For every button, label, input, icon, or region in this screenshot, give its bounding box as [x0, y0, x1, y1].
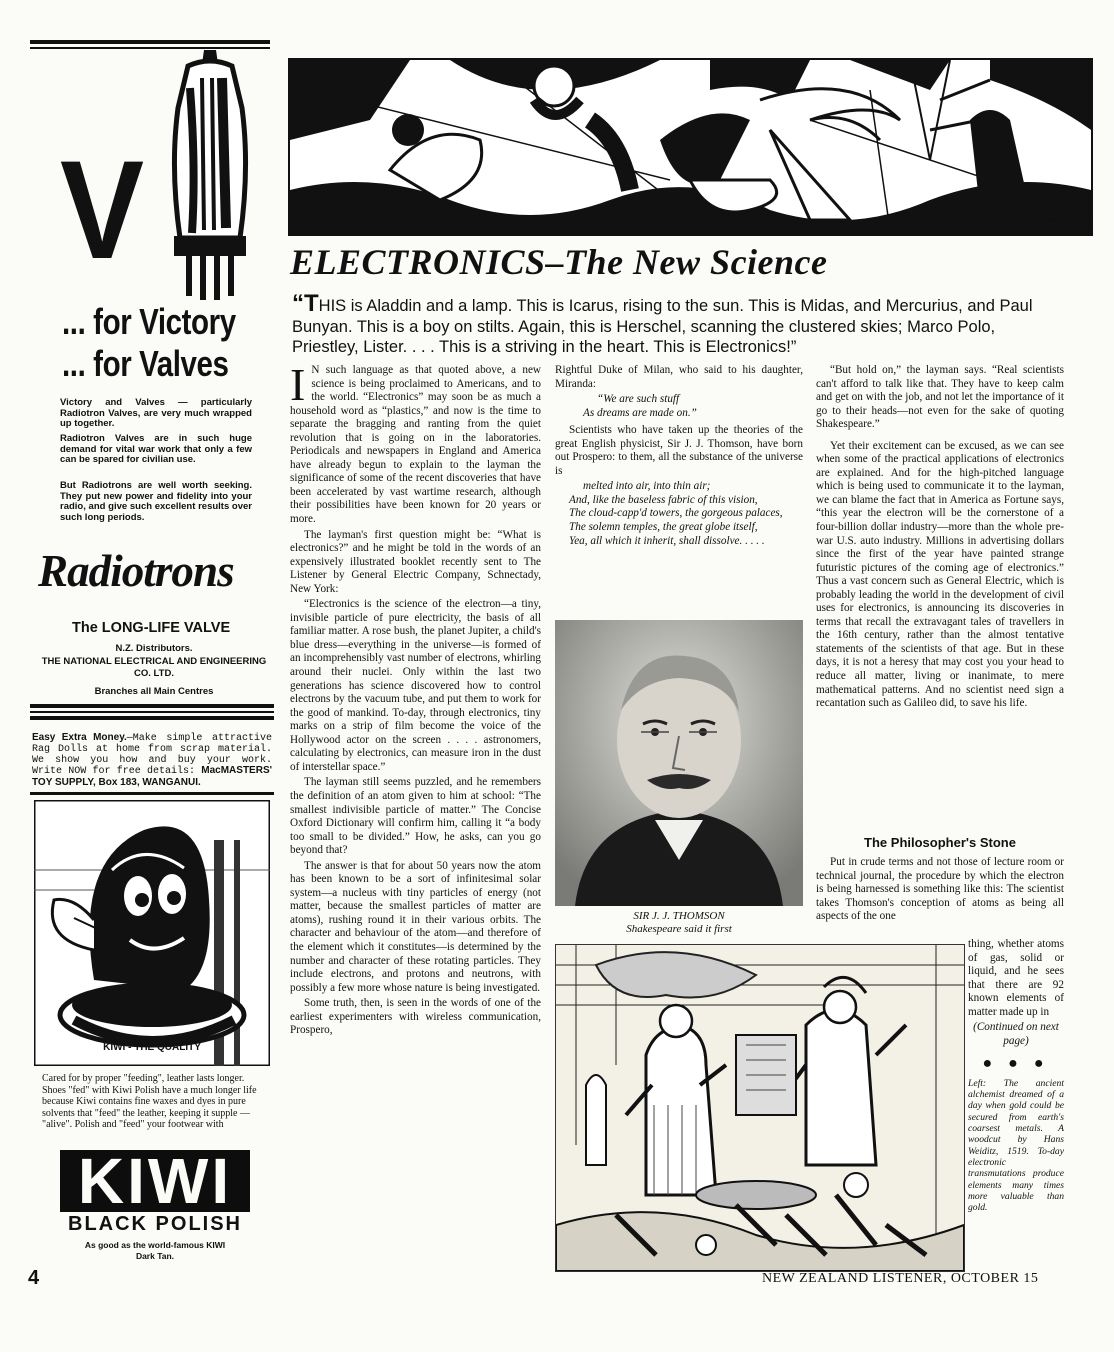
woodcut-caption: Left: The ancient alchemist dreamed of a day when gold could be secured from earth's coarsest metals. A woodcut by Hans Weiditz, 1519. To-day electronic transmutations produce elements many times more valuable than gold.	[968, 1077, 1064, 1214]
divider-rule-3	[30, 792, 274, 795]
divider-rule-2	[30, 716, 274, 720]
thomson-portrait-photo	[555, 620, 803, 906]
col3-paragraph-1: “But hold on,” the layman says. “Real scientists can't afford to talk like that. They have to keep calm and get on with the job, and not let the importance of it go to their heads—not even for the sake of quoting Shakespeare.”	[816, 364, 1064, 431]
kiwi-footer-line1: As good as the world-famous KIWI	[84, 1240, 226, 1250]
easy-money-ad	[32, 733, 272, 790]
kiwi-footer-line2: Dark Tan.	[135, 1251, 175, 1262]
easy-money-lead: Easy Extra Money.	[32, 732, 127, 743]
col2-quote-2: As dreams are made on.”	[583, 406, 697, 419]
long-life-tagline: The LONG-LIFE VALVE	[72, 620, 231, 636]
banner-artwork	[290, 60, 1091, 234]
ad-headline-victory: ... for Victory	[62, 301, 236, 342]
col2-quote-3: melted into air, into thin air;	[583, 480, 711, 493]
col2-quote-1: “We are such stuff	[597, 393, 680, 406]
article-column-3	[816, 364, 1064, 713]
col2-quote-6: The solemn temples, the great globe itself,	[569, 521, 758, 534]
col1-paragraph-6: Some truth, then, is seen in the words of one of the earliest experimenters with wireless communication, Prospero,	[290, 997, 541, 1037]
ad-paragraph-2: Radiotron Valves are in such huge demand for vital war work that only a few can be spared for civilian use.	[60, 433, 252, 466]
col1-paragraph-5: The answer is that for about 50 years now the atom has been known to be a sort of infinitesimal solar system—a nucleus with tiny particles of energy (not matter, because the smallest particles of matter are atoms), rushing round it in their various orbits. The character and behaviour of the atom—and therefore of the element which it constitutes—is determined by the number and character of these rotating particles. They include electrons, and protons and neutrons, with possibly a few more whose nature is being investigated.	[290, 859, 541, 994]
intro-drop-letter: “T	[292, 290, 319, 317]
col2-paragraph-1: Rightful Duke of Milan, who said to his daughter, Miranda:	[555, 364, 803, 390]
col1-paragraph-1: N such language as that quoted above, a new science is being proclaimed to Americans, and to the world. “Electronics” may soon be as much a household word as “plastics,” and now is the time to separate the bragging and ranting from the quiet revolution that is going on in the laboratories. Periodicals and newspapers in England and America have already begun to explain to the layman the significance of some of the recent discoveries that have been accelerated by vast wartime research, although their possibilities have been known for 20 years or more.	[290, 364, 541, 526]
article-column-1	[290, 359, 541, 1040]
article-column-3-narrow	[968, 938, 1064, 1215]
woodcut-artwork	[556, 945, 964, 1271]
big-v-letter: V	[60, 131, 141, 288]
col1-paragraph-4: The layman still seems puzzled, and he remembers the definition of an atom given to him at school: “The smallest indivisible particle of matter.” The Concise Oxford Dictionary will confirm him, calling it “a body too small to be divided.” How, he asks, can you go beyond that?	[290, 776, 541, 857]
article-headline: ELECTRONICS–The New Science	[290, 242, 828, 282]
col3-paragraph-4: thing, whether atoms of gas, solid or liquid, and he sees that there are 92 known elements of matter made up in	[968, 938, 1064, 1018]
col2-paragraph-2: Scientists who have taken up the theories of the great English physicist, Sir J. J. Thomson, have born out Prospero: to them, all the substance of the universe is	[555, 424, 803, 477]
divider-rule-thin	[30, 711, 274, 713]
portrait-artwork	[555, 620, 803, 906]
col3-paragraph-2: Yet their excitement can be excused, as we can see when some of the practical applications of electronics are explained. And for the high-pitched language which is being used to communicate it to the layman, we can blame the fact that in America as Fortune says, “this year the electron will be the cornerstone of a four-billion dollar industry—more than the whole pre-war U.S. auto industry. Millions in advertising dollars since the first of the year have painted strange futuristic pictures of the coming age of electronics.” Thus a vast concern such as General Electric, which is probably leading the world in the development of civil uses for electronics, is announcing its discoveries in terms that recall the extravagant tales of travellers in the 16th century, rather than the almost tentative statements of the scientists of that age. But in these days, it is not a heresy that may cost you your head to reduce all matter, living or inanimate, to mere mathematical patterns. And no scientist need sign a recantation such as Galileo did, to save his life.	[816, 439, 1064, 710]
subheading-philosophers-stone: The Philosopher's Stone	[864, 835, 1016, 850]
alchemist-woodcut-illustration	[555, 944, 965, 1272]
article-intro	[292, 292, 1062, 358]
kiwi-ad-body: Cared for by proper "feeding", leather lasts longer. Shoes "fed" with Kiwi Polish have a much longer life because Kiwi contains fine waxes and dyes in pure solvents that "feed" the leather, keeping it supple — "alive". Polish and "feed" your footwear with	[42, 1073, 257, 1130]
ad-headline-valves: ... for Valves	[62, 343, 229, 384]
section-dots: ● ● ●	[982, 1055, 1050, 1073]
col2-quote-7: Yea, all which it inherit, shall dissolve. . . . .	[569, 534, 765, 547]
art-deco-banner-illustration	[288, 58, 1093, 236]
radiotrons-logo: Radiotrons	[37, 545, 234, 596]
dropcap-i: I	[290, 359, 306, 410]
kiwi-logo: KIWI	[60, 1150, 250, 1212]
kiwi-tin-text: KIWI - THE QUALITY	[103, 1042, 201, 1053]
banner-signature: LANCE DOLTON	[1044, 218, 1091, 224]
article-column-3-continued	[816, 856, 1064, 926]
divider-rule	[30, 704, 274, 708]
distributor-branches: Branches all Main Centres	[94, 686, 214, 697]
article-column-2	[555, 364, 803, 548]
col2-quote-5: The cloud-capp'd towers, the gorgeous palaces,	[569, 507, 783, 520]
kiwi-footer	[40, 1240, 270, 1262]
portrait-caption-name: SIR J. J. THOMSON	[633, 910, 725, 922]
continued-note: (Continued on next page)	[973, 1021, 1059, 1047]
portrait-caption	[555, 910, 803, 936]
easy-money-text: —Make simple attractive Rag Dolls at home from scrap material. We show you how and buy your work. Write NOW for free details:	[32, 733, 272, 778]
distributor-company: THE NATIONAL ELECTRICAL AND ENGINEERING CO. LTD.	[41, 656, 267, 680]
page-footer: NEW ZEALAND LISTENER, OCTOBER 15	[762, 1271, 1039, 1286]
easy-money-company: MacMASTERS' TOY SUPPLY, Box 183, WANGANUI.	[32, 765, 272, 789]
col2-quote-4: And, like the baseless fabric of this vision,	[569, 493, 758, 506]
radio-valve-icon	[160, 48, 260, 303]
col3-paragraph-3: Put in crude terms and not those of lecture room or technical journal, the procedure by which the electron is being harnessed is something like this: The scientist takes Thomson's conception of atoms as being all aspects of the one	[816, 856, 1064, 923]
col1-paragraph-2: The layman's first question might be: “What is electronics?” and he might be told in the words of an expensively illustrated booklet recently sent to The Listener by General Electric Company, Schnectady, New York:	[290, 528, 541, 595]
top-rule	[30, 40, 270, 44]
page-number: 4	[28, 1267, 40, 1289]
kiwi-product-name: BLACK POLISH	[68, 1213, 242, 1235]
intro-text: HIS is Aladdin and a lamp. This is Icarus, rising to the sun. This is Midas, and Mercurius, and Paul Bunyan. This is a boy on stilts. Again, this is Herschel, scanning the clustered skies; Marco Polo, Priestley, Lister. . . . This is a striving in the heart. This is Electronics!”	[292, 297, 1033, 357]
portrait-caption-subtitle: Shakespeare said it first	[626, 923, 732, 936]
kiwi-shoe-mascot-illustration	[34, 800, 270, 1066]
ad-paragraph-1: Victory and Valves — particularly Radiotron Valves, are very much wrapped up together.	[60, 397, 252, 430]
distributor-label: N.Z. Distributors.	[115, 643, 193, 654]
col1-paragraph-3: “Electronics is the science of the electron—a tiny, invisible particle of pure electricity, the basis of all familiar matter. A rose bush, the planet Jupiter, a child's blue dress—everything in the universe—is formed of an incomprehensibly vast number of electrons, whirling around their nuclei. Only within the last two generations has science discovered how to control electrons by the vacuum tube, and put them to work for the good of mankind. To-day, through electronics, tiny marks on a strip of film become the voice of the Hollywood actor on the screen . . . . astronomers, calculating by electronics, can measure iron in the dust of interstellar space.”	[290, 598, 541, 773]
ad-paragraph-3: But Radiotrons are well worth seeking. They put new power and fidelity into your radio, and give such excellent results over such long periods.	[60, 480, 252, 523]
